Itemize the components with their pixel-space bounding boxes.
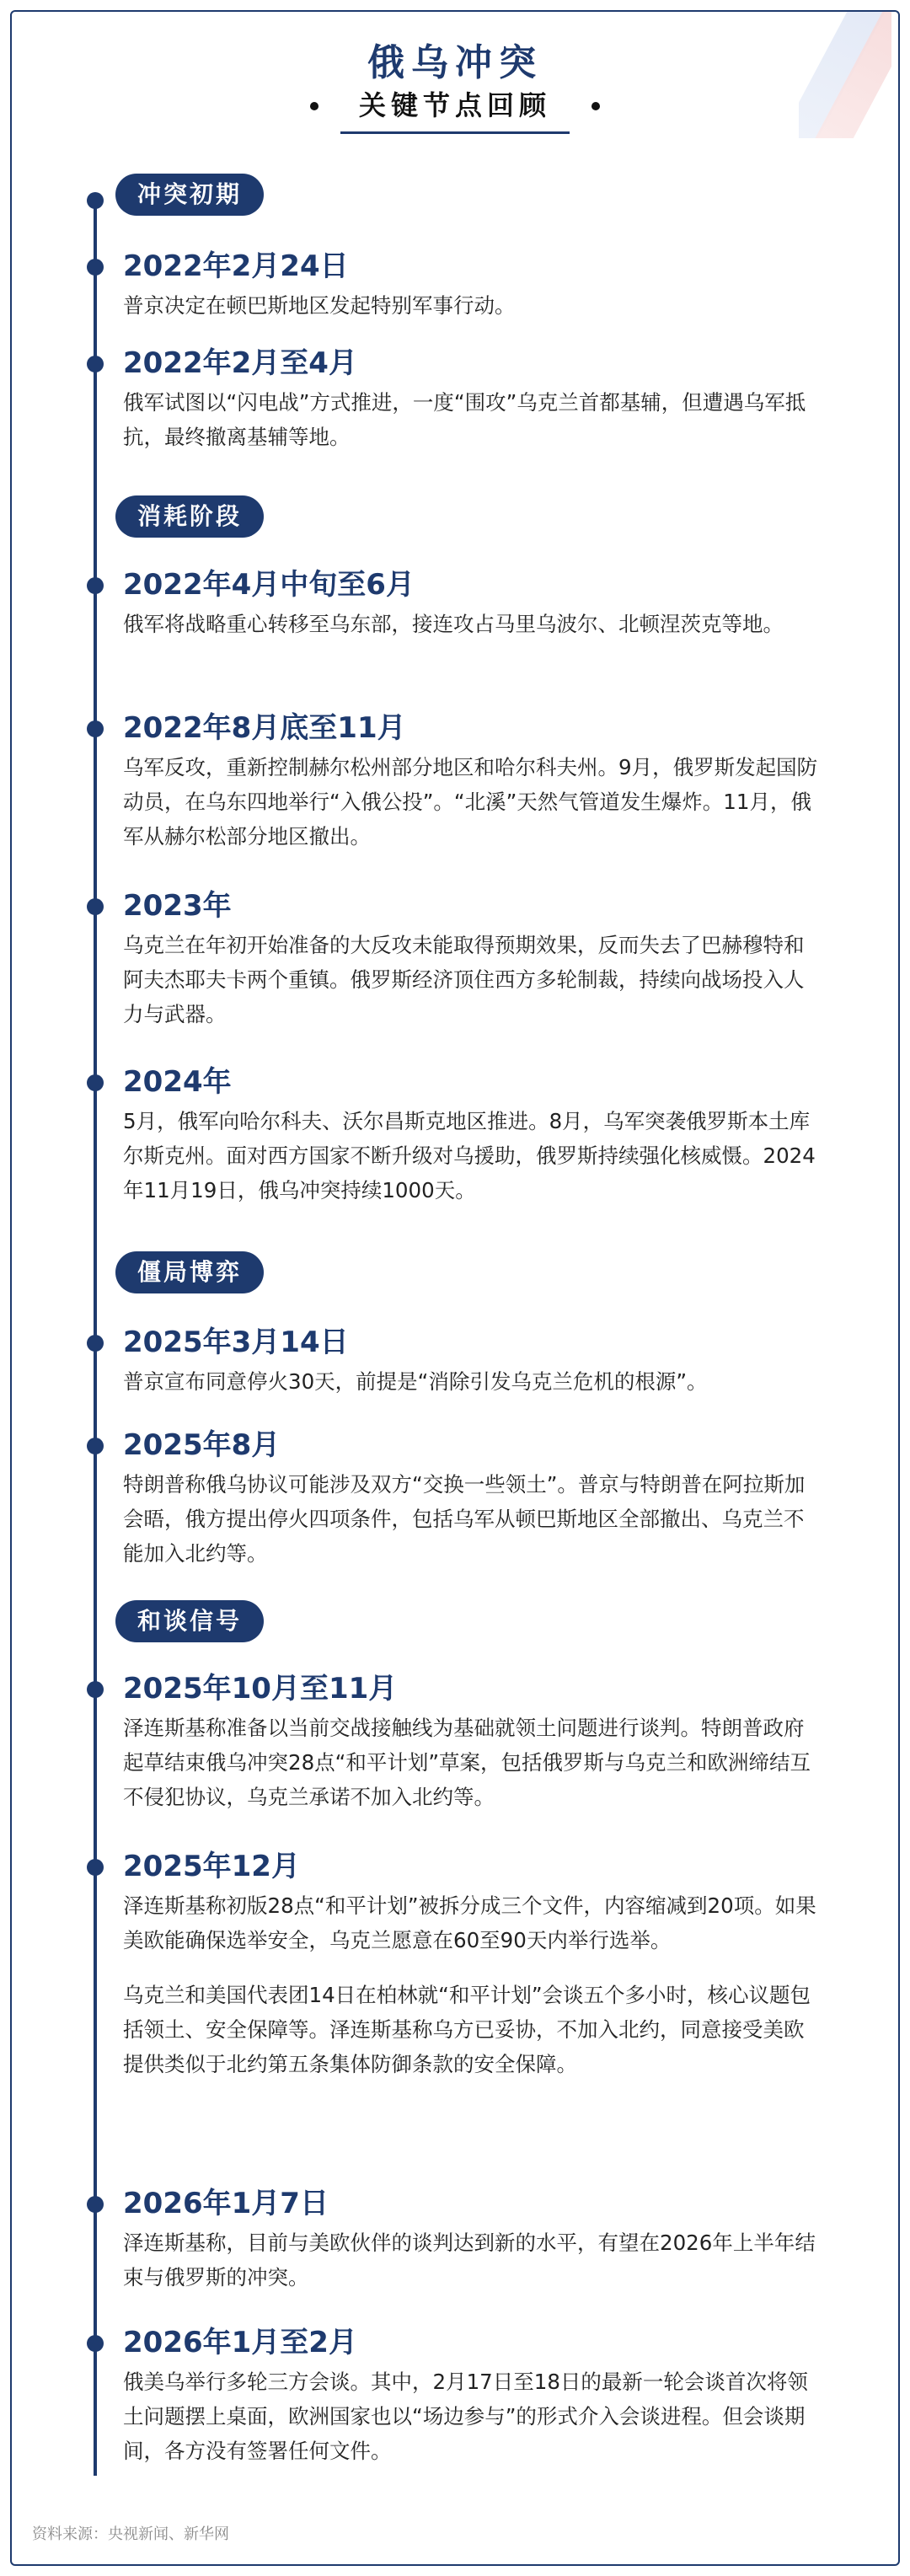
event-description: 泽连斯基称初版28点“和平计划”被拆分成三个文件，内容缩减到20项。如果美欧能确保选举安全，乌克兰愿意在60至90天内举行选举。: [123, 1893, 816, 1952]
event-date: 2026年1月至2月: [123, 2326, 357, 2359]
event-dot: [87, 2335, 104, 2352]
event-dot: [87, 1074, 104, 1091]
event-description: 俄美乌举行多轮三方会谈。其中，2月17日至18日的最新一轮会谈首次将领土问题摆上桌面，欧洲国家也以“场边参与”的形式介入会谈进程。但会谈期间，各方没有签署任何文件。: [123, 2370, 808, 2463]
bullet-dot-left: [310, 102, 318, 110]
timeline-event: [123, 2322, 822, 2468]
timeline-event: [123, 1846, 822, 2081]
source-note: 资料来源：央视新闻、新华网: [32, 2525, 229, 2543]
event-dot: [87, 2196, 104, 2213]
event-date: 2022年4月中旬至6月: [123, 568, 415, 602]
event-date: 2022年2月至4月: [123, 346, 357, 380]
event-date: 2023年: [123, 889, 232, 923]
timeline-event: [123, 343, 822, 454]
phase-label: 和谈信号: [115, 1600, 264, 1642]
event-description: 乌克兰和美国代表团14日在柏林就“和平计划”会谈五个多小时，核心议题包括领土、安全保障等。泽连斯基称乌方已妥协，不加入北约，同意接受美欧提供类似于北约第五条集体防御条款的安全保障。: [123, 1983, 811, 2076]
event-dot: [87, 577, 104, 594]
event-dot: [87, 1438, 104, 1454]
event-date: 2024年: [123, 1065, 232, 1099]
event-dot: [87, 720, 104, 737]
event-dot: [87, 1859, 104, 1876]
timeline-event: [123, 1425, 822, 1571]
timeline-event: [123, 1322, 822, 1399]
event-date: 2026年1月7日: [123, 2187, 329, 2220]
timeline-event: [123, 1668, 822, 1814]
event-description: 乌军反攻，重新控制赫尔松州部分地区和哈尔科夫州。9月，俄罗斯发起国防动员，在乌东四地举行“入俄公投”。“北溪”天然气管道发生爆炸。11月，俄军从赫尔松部分地区撤出。: [123, 755, 818, 849]
timeline-event: [123, 886, 822, 1031]
timeline-event: [123, 2183, 822, 2295]
phase-label: 僵局博弈: [115, 1251, 264, 1293]
event-description: 普京决定在顿巴斯地区发起特别军事行动。: [123, 293, 516, 318]
timeline-event: [123, 565, 822, 641]
event-description: 乌克兰在年初开始准备的大反攻未能取得预期效果，反而失去了巴赫穆特和阿夫杰耶夫卡两个重镇。俄罗斯经济顶住西方多轮制裁，持续向战场投入人力与武器。: [123, 933, 805, 1026]
event-date: 2025年10月至11月: [123, 1672, 398, 1706]
event-date: 2025年12月: [123, 1850, 300, 1883]
event-date: 2025年3月14日: [123, 1325, 349, 1359]
timeline-start-dot: [87, 192, 104, 209]
event-description: 特朗普称俄乌协议可能涉及双方“交换一些领土”。普京与特朗普在阿拉斯加会晤，俄方提出停火四项条件，包括乌军从顿巴斯地区全部撤出、乌克兰不能加入北约等。: [123, 1472, 806, 1566]
event-dot: [87, 898, 104, 915]
event-description: 俄军试图以“闪电战”方式推进，一度“围攻”乌克兰首都基辅，但遭遇乌军抵抗，最终撤离基辅等地。: [123, 390, 806, 449]
subtitle-row: [0, 84, 910, 134]
timeline-event: [123, 246, 822, 323]
event-description: 5月，俄军向哈尔科夫、沃尔昌斯克地区推进。8月，乌军突袭俄罗斯本土库尔斯克州。面对西方国家不断升级对乌援助，俄罗斯持续强化核威慑。2024年11月19日，俄乌冲突持续1000天。: [123, 1109, 816, 1202]
event-description: 俄军将战略重心转移至乌东部，接连攻占马里乌波尔、北顿涅茨克等地。: [123, 612, 784, 636]
timeline-event: [123, 1062, 822, 1208]
event-dot: [87, 1335, 104, 1352]
timeline-event: [123, 708, 822, 854]
phase-label: 消耗阶段: [115, 495, 264, 538]
event-dot: [87, 1681, 104, 1698]
event-description: 泽连斯基称，目前与美欧伙伴的谈判达到新的水平，有望在2026年上半年结束与俄罗斯的冲突。: [123, 2231, 816, 2289]
event-dot: [87, 259, 104, 276]
event-date: 2022年2月24日: [123, 249, 349, 283]
event-description: 泽连斯基称准备以当前交战接触线为基础就领土问题进行谈判。特朗普政府起草结束俄乌冲突28点“和平计划”草案，包括俄罗斯与乌克兰和欧洲缔结互不侵犯协议，乌克兰承诺不加入北约等。: [123, 1716, 811, 1809]
event-date: 2022年8月底至11月: [123, 711, 406, 745]
phase-label: 冲突初期: [115, 174, 264, 216]
bullet-dot-right: [592, 102, 600, 110]
page-title: 俄乌冲突: [367, 41, 543, 84]
event-dot: [87, 356, 104, 372]
event-date: 2025年8月: [123, 1428, 281, 1462]
event-description: 普京宣布同意停火30天，前提是“消除引发乌克兰危机的根源”。: [123, 1369, 708, 1394]
page-subtitle: 关键节点回顾: [340, 84, 570, 134]
